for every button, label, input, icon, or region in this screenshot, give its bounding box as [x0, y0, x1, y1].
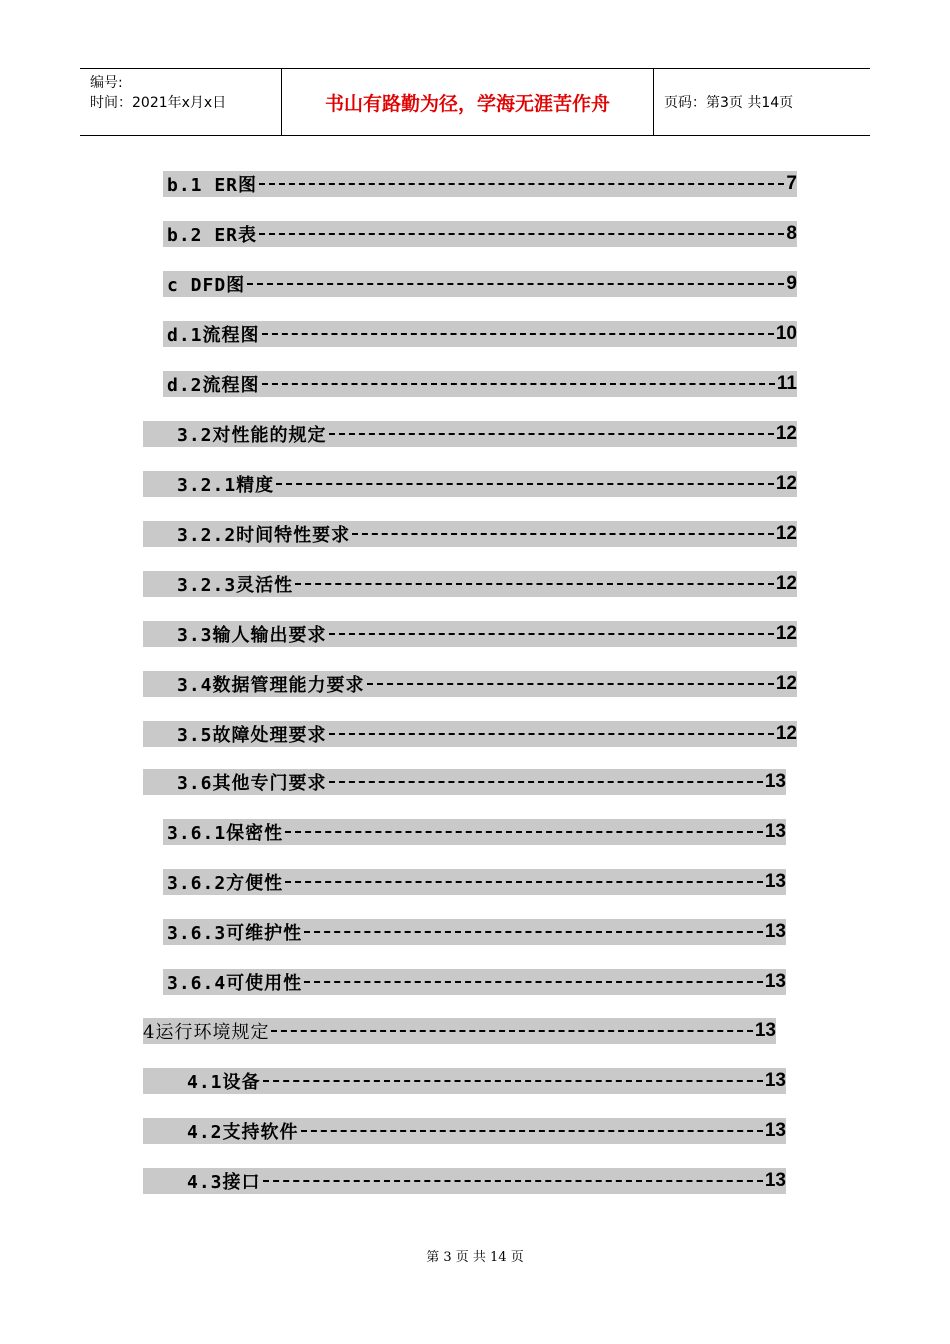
- toc-entry-title: 3.6.1保密性: [167, 823, 284, 844]
- toc-entry[interactable]: [143, 1018, 776, 1044]
- toc-entry[interactable]: [163, 919, 786, 945]
- toc-entry-title: d.1流程图: [167, 325, 260, 346]
- toc-entry-title: 3.4数据管理能力要求: [177, 675, 365, 696]
- toc-leader-dashes: [302, 969, 765, 995]
- toc-entry-title: 4.2支持软件: [187, 1122, 299, 1143]
- toc-entry-title: 4.3接口: [187, 1172, 261, 1193]
- toc-entry-title: 3.5故障处理要求: [177, 725, 327, 746]
- toc-leader-dashes: [260, 321, 776, 347]
- toc-entry-title: b.1 ER图: [167, 175, 258, 196]
- toc-entry[interactable]: [163, 819, 786, 845]
- toc-leader-dashes: [327, 621, 776, 647]
- toc-leader-dashes: [283, 819, 765, 845]
- toc-leader-dashes: [260, 371, 777, 397]
- toc-entry[interactable]: [163, 271, 797, 297]
- toc-entry-page-number: 13: [764, 1070, 786, 1091]
- toc-leader-dashes: [293, 571, 776, 597]
- toc-entry-page-number: 12: [775, 573, 797, 594]
- toc-entry-page-number: 12: [775, 723, 797, 744]
- toc-leader-dashes: [245, 271, 786, 297]
- toc-entry-page-number: 13: [764, 771, 786, 792]
- toc-leader-dashes: [274, 471, 776, 497]
- toc-entry-title: 3.2.3灵活性: [177, 575, 294, 596]
- toc-leader-dashes: [261, 1068, 765, 1094]
- toc-entry[interactable]: [143, 1068, 786, 1094]
- toc-leader-dashes: [261, 1168, 765, 1194]
- header-meta: [80, 69, 282, 135]
- toc-entry-title: b.2 ER表: [167, 225, 258, 246]
- toc-entry[interactable]: [143, 1118, 786, 1144]
- document-time-label: 时间：2021年x月x日: [90, 95, 227, 111]
- toc-entry[interactable]: [143, 671, 797, 697]
- toc-entry-page-number: 12: [775, 523, 797, 544]
- page-footer: 第 3 页 共 14 页: [426, 1250, 524, 1265]
- toc-entry[interactable]: [143, 571, 797, 597]
- toc-entry-page-number: 8: [786, 223, 797, 244]
- toc-entry-page-number: 12: [775, 423, 797, 444]
- toc-entry-page-number: 13: [764, 1120, 786, 1141]
- toc-entry-title: d.2流程图: [167, 375, 260, 396]
- toc-entry-title: 3.6.2方便性: [167, 873, 284, 894]
- toc-leader-dashes: [327, 769, 765, 795]
- toc-entry-page-number: 13: [754, 1020, 776, 1041]
- toc-leader-dashes: [302, 919, 765, 945]
- toc-entry[interactable]: [163, 869, 786, 895]
- toc-entry[interactable]: [163, 171, 797, 197]
- toc-leader-dashes: [283, 869, 765, 895]
- toc-entry-page-number: 13: [764, 871, 786, 892]
- toc-entry-page-number: 13: [764, 1170, 786, 1191]
- toc-entry[interactable]: [163, 321, 797, 347]
- toc-entry-title: 3.2.1精度: [177, 475, 275, 496]
- toc-entry-title: 3.2.2时间特性要求: [177, 525, 351, 546]
- toc-entry-page-number: 9: [786, 273, 797, 294]
- toc-entry-page-number: 13: [764, 971, 786, 992]
- toc-leader-dashes: [257, 171, 786, 197]
- toc-entry-page-number: 13: [764, 821, 786, 842]
- toc-leader-dashes: [365, 671, 776, 697]
- document-number-label: 编号:: [90, 75, 123, 91]
- page-header: [80, 68, 870, 136]
- toc-entry-title: 3.6.4可使用性: [167, 973, 303, 994]
- toc-leader-dashes: [327, 721, 776, 747]
- toc-leader-dashes: [350, 521, 776, 547]
- toc-entry-page-number: 13: [764, 921, 786, 942]
- header-page-info: 页码：第3页 共14页: [664, 95, 794, 111]
- toc-entry-title: 4.1设备: [187, 1072, 261, 1093]
- toc-entry-title: c DFD图: [167, 275, 246, 296]
- toc-entry-title: 3.2对性能的规定: [177, 425, 327, 446]
- toc-entry[interactable]: [143, 621, 797, 647]
- toc-entry[interactable]: [163, 371, 797, 397]
- toc-entry[interactable]: [143, 421, 797, 447]
- toc-entry-page-number: 11: [776, 373, 797, 394]
- toc-entry-page-number: 12: [775, 623, 797, 644]
- toc-entry-title: 3.6其他专门要求: [177, 773, 327, 794]
- toc-entry-page-number: 12: [775, 473, 797, 494]
- toc-entry-title: 3.3输人输出要求: [177, 625, 327, 646]
- toc-entry-page-number: 12: [775, 673, 797, 694]
- toc-entry[interactable]: [143, 769, 786, 795]
- toc-leader-dashes: [269, 1018, 754, 1044]
- header-motto: 书山有路勤为径，学海无涯苦作舟: [282, 69, 654, 135]
- toc-leader-dashes: [299, 1118, 765, 1144]
- toc-entry[interactable]: [143, 471, 797, 497]
- toc-entry-title: 3.6.3可维护性: [167, 923, 303, 944]
- toc-leader-dashes: [327, 421, 776, 447]
- toc-entry[interactable]: [163, 221, 797, 247]
- toc-entry[interactable]: [163, 969, 786, 995]
- toc-entry[interactable]: [143, 521, 797, 547]
- toc-entry-title: 4运行环境规定: [143, 1022, 270, 1043]
- toc-entry-page-number: 10: [775, 323, 797, 344]
- toc-entry[interactable]: [143, 1168, 786, 1194]
- toc-entry[interactable]: [143, 721, 797, 747]
- toc-entry-page-number: 7: [786, 173, 797, 194]
- toc-leader-dashes: [257, 221, 786, 247]
